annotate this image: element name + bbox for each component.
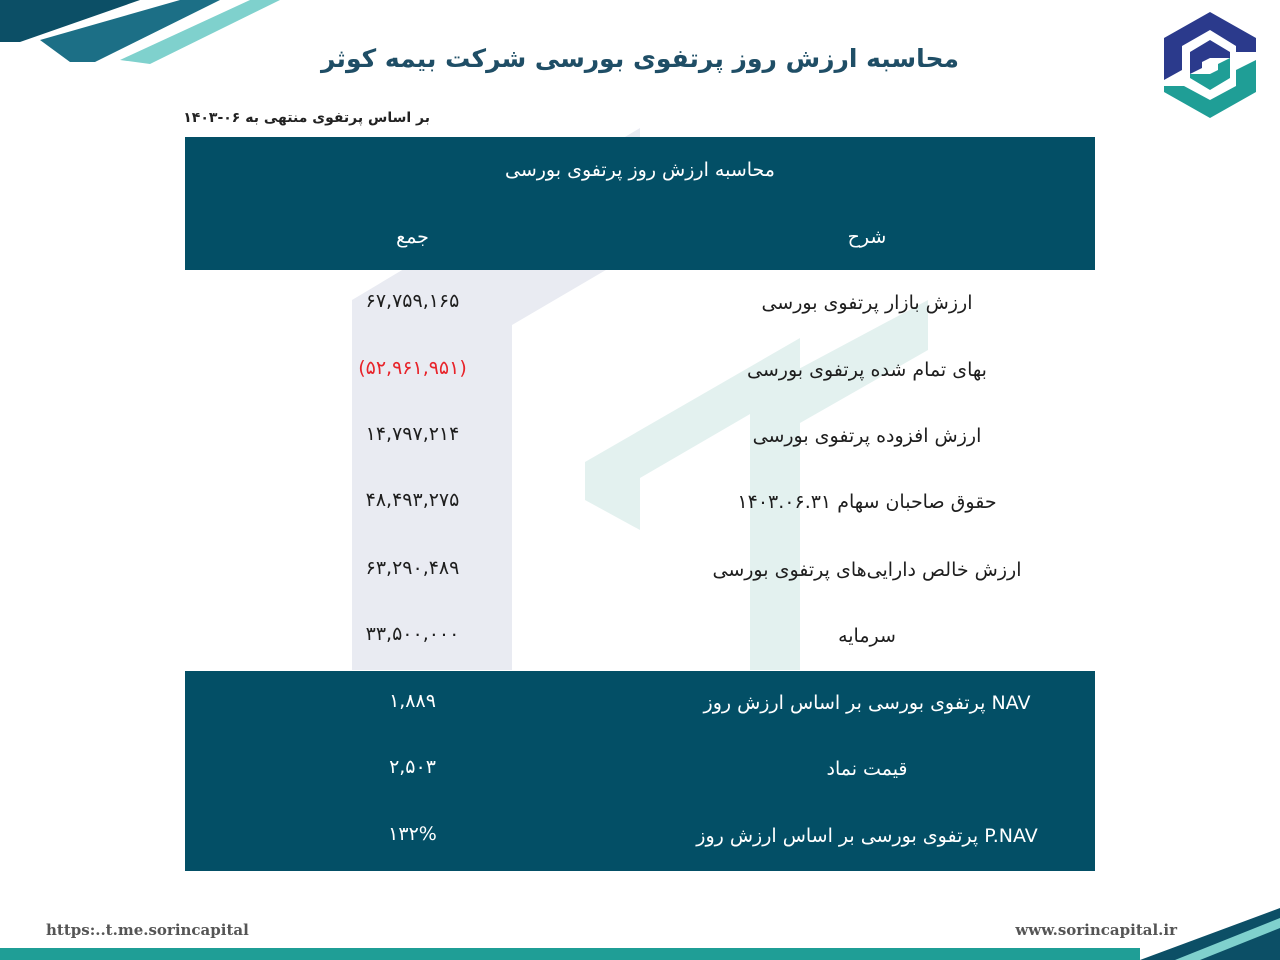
- summary-total: ۱,۸۸۹: [389, 690, 436, 712]
- row-total: ۴۸,۴۹۳,۲۷۵: [365, 489, 460, 511]
- summary-total: ۲,۵۰۳: [389, 756, 436, 778]
- row-description: سرمایه: [838, 625, 896, 647]
- row-total: ۳۳,۵۰۰,۰۰۰: [365, 623, 460, 645]
- website-link[interactable]: www.sorincapital.ir: [1015, 921, 1177, 939]
- row-description: ارزش افزوده پرتفوی بورسی: [752, 425, 982, 447]
- sorin-capital-logo-icon: [1162, 12, 1258, 118]
- table-title: محاسبه ارزش روز پرتفوی بورسی: [505, 159, 775, 181]
- page-title: محاسبه ارزش روز پرتفوی بورسی شرکت بیمه کوثر: [321, 44, 959, 73]
- column-header-total: جمع: [396, 226, 429, 248]
- row-total: ۶۷,۷۵۹,۱۶۵: [365, 290, 460, 312]
- corner-decoration-top-left: [0, 0, 300, 70]
- row-total: ۱۴,۷۹۷,۲۱۴: [365, 423, 460, 445]
- row-total-negative: (۵۲,۹۶۱,۹۵۱): [358, 357, 467, 379]
- summary-total: ۱۳۲%: [388, 823, 437, 845]
- column-header-description: شرح: [847, 226, 887, 248]
- row-total: ۶۳,۲۹۰,۴۸۹: [365, 557, 460, 579]
- summary-description: NAV پرتفوی بورسی بر اساس ارزش روز: [703, 692, 1031, 714]
- row-description: بهای تمام شده پرتفوی بورسی: [747, 359, 987, 381]
- page-subtitle: بر اساس پرتفوی منتهی به ۰۶-۱۴۰۳: [183, 110, 430, 126]
- summary-description: قیمت نماد: [826, 758, 908, 780]
- row-description: حقوق صاحبان سهام ۱۴۰۳.۰۶.۳۱: [737, 491, 997, 513]
- row-description: ارزش بازار پرتفوی بورسی: [761, 292, 973, 314]
- telegram-link[interactable]: https:..t.me.sorincapital: [46, 921, 249, 939]
- row-description: ارزش خالص دارایی‌های پرتفوی بورسی: [712, 559, 1022, 581]
- summary-description: P.NAV پرتفوی بورسی بر اساس ارزش روز: [696, 825, 1038, 847]
